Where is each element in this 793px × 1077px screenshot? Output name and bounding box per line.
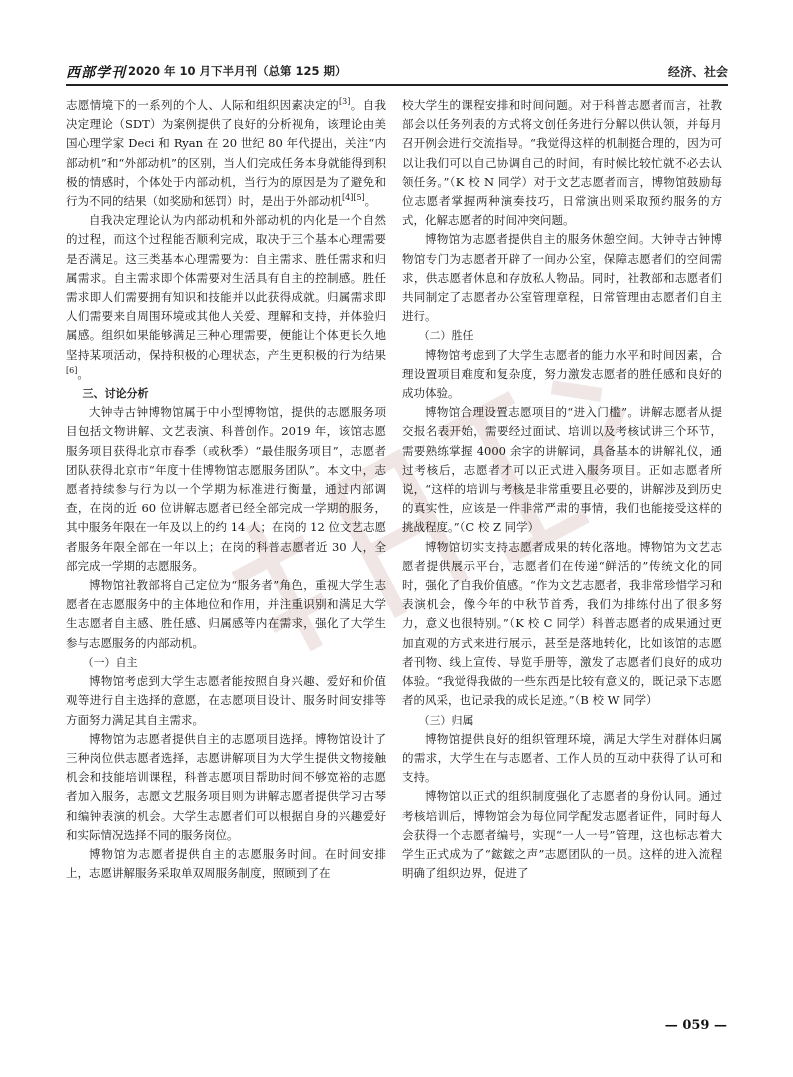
- paragraph-text: 。: [77, 366, 89, 381]
- paragraph-text: 自我决定理论认为内部动机和外部动机的内化是一个自然的过程，而这个过程能否顺利完成，取决于三个基本心理需要是否满足。这三类基本心理需要为：自主需求、胜任需求和归属需求。自主需求即个体需要对生活具有自主的控制感。胜任需求即人们需要拥有知识和技能并以此获得成就。归属需求即人们需要来自周围环境或其他人关爱、理解和支持，并体验归属感。组织如果能够满足三种心理需要，便能让个体更长久地坚持某项活动，保持积极的心理状态，产生更积极的行为结果: [66, 213, 386, 362]
- body-paragraph: [402, 538, 722, 711]
- paragraph-text: 三、讨论分析: [82, 387, 149, 401]
- body-paragraph: [402, 346, 722, 404]
- page-number: — 059 —: [664, 1018, 727, 1033]
- journal-masthead: 西部学刊: [66, 65, 126, 81]
- body-paragraph: [402, 730, 722, 788]
- paragraph-text: 博物馆考虑到了大学生志愿者的能力水平和时间因素，合理设置项目难度和复杂度，努力激发志愿者的胜任感和良好的成功体验。: [402, 347, 722, 401]
- paragraph-text: 博物馆提供良好的组织管理环境，满足大学生对群体归属的需求，大学生在与志愿者、工作人员的互动中获得了认可和支持。: [402, 731, 722, 785]
- paragraph-text: （三）归属: [418, 713, 474, 727]
- paragraph-text: 博物馆切实支持志愿者成果的转化落地。博物馆为文艺志愿者提供展示平台，志愿者们在传递“鲜活的”传统文化的同时，强化了自我价值感。“作为文艺志愿者，我非常珍惜学习和表演机会，像今年的中秋节首秀，我们为排练付出了很多努力，意义也很特别。”（K 校 C 同学）科普志愿者的成果通过更加直观的方式来进行展示，甚至是落地转化，比如该馆的志愿者刊物、线上宣传、导览手册等，激发了志愿者们良好的成功体验。“我觉得我做的一些东西是比较有意义的，既记录下志愿者的风采，也记录我的成长足迹。”（B 校 W 同学）: [402, 539, 722, 708]
- paragraph-text: 。自我决定理论（SDT）为案例提供了良好的分析视角，该理论由美国心理学家 Deci 和 Ryan 在 20 世纪 80 年代提出，关注“内部动机”和“外部动机”的区别，当人们完成任务本身就能得到积极的情感时，个体处于内部动机，当行为的原因是为了避免和行为不同的结果（如奖励和惩罚）时，是出于外部动机: [66, 98, 386, 209]
- paragraph-text: 志愿情境下的一系列的个人、人际和组织因素决定的: [66, 98, 340, 112]
- paragraph-text: 博物馆为志愿者提供自主的志愿项目选择。博物馆设计了三种岗位供志愿者选择，志愿讲解项目为大学生提供文物接触机会和技能培训课程，科普志愿项目帮助时间不够宽裕的志愿者加入服务，志愿文艺服务项目则为讲解志愿者提供学习古琴和编钟表演的机会。大学生志愿者们可以根据自身的兴趣爱好和实际情况选择不同的服务岗位。: [66, 731, 386, 842]
- body-paragraph: [66, 96, 386, 211]
- section-heading: [402, 326, 722, 345]
- body-paragraph: [66, 730, 386, 845]
- issue-info: 2020 年 10 月下半月刊（总第 125 期）: [128, 64, 347, 78]
- paragraph-text: 大钟寺古钟博物馆属于中小型博物馆，提供的志愿服务项目包括文物讲解、文艺表演、科普创作。2019 年，该馆志愿服务项目获得北京市春季（或秋季）“最佳服务项目”，志愿者团队获得北京市“年度十佳博物馆志愿服务团队”。本文中，志愿者持续参与行为以一个学期为标准进行衡量，通过内部调查，在岗的近 60 位讲解志愿者已经全部完成一学期的服务，其中服务年限在一年及以上的约 14 人；在岗的 12 位文艺志愿者服务年限全部在一年以上；在岗的科普志愿者近 30 人，全部完成一学期的志愿服务。: [66, 405, 386, 573]
- body-paragraph: [66, 672, 386, 730]
- body-paragraph: [402, 787, 722, 883]
- reference-mark: [6]: [66, 366, 78, 376]
- body-paragraph: [402, 230, 722, 326]
- body-paragraph: [66, 576, 386, 653]
- reference-mark: [3]: [339, 97, 351, 107]
- right-column: [402, 96, 722, 1016]
- paragraph-text: 校大学生的课程安排和时间问题。对于科普志愿者而言，社教部会以任务列表的方式将文创任务进行分解以供认领，并每月召开例会进行交流指导。“我觉得这样的机制挺合理的，因为可以让我们可以自己协调自己的时间，有时候比较忙就不必去认领任务。”（K 校 N 同学）对于文艺志愿者而言，博物馆鼓励每位志愿者掌握两种演奏技巧，日常演出则采取预约服务的方式，化解志愿者的时间冲突问题。: [402, 98, 722, 228]
- body-paragraph: [66, 845, 386, 883]
- body-paragraph: [402, 96, 722, 230]
- paragraph-text: 博物馆社教部将自己定位为“服务者”角色，重视大学生志愿者在志愿服务中的主体地位和作用，并注重识别和满足大学生志愿者自主感、胜任感、归属感等内在需求，强化了大学生参与志愿服务的内部动机。: [66, 578, 386, 650]
- section-heading: [402, 711, 722, 730]
- page-header: [66, 60, 728, 86]
- paragraph-text: （一）自主: [82, 655, 138, 669]
- body-paragraph: [66, 403, 386, 576]
- paragraph-text: 。: [364, 194, 377, 209]
- paragraph-text: （二）胜任: [418, 329, 474, 343]
- paragraph-text: 博物馆合理设置志愿项目的“进入门槛”。讲解志愿者从提交报名表开始，需要经过面试、培训以及考核试讲三个环节，需要熟练掌握 4000 余字的讲解词，具备基本的讲解礼仪，通过考核后，志愿者才可以正式进入服务项目。正如志愿者所说，“这样的培训与考核是非常重要且必要的，讲解涉及到历史的真实性，应该是一件非常严肃的事情，我们也能接受这样的挑战程度。”（C 校 Z 同学）: [402, 405, 722, 535]
- paragraph-text: 博物馆为志愿者提供自主的服务休憩空间。大钟寺古钟博物馆专门为志愿者开辟了一间办公室，保障志愿者们的空间需求，供志愿者休息和存放私人物品。同时，社教部和志愿者们共同制定了志愿者办公室管理章程，日常管理由志愿者们自主进行。: [402, 232, 722, 324]
- paragraph-text: 博物馆考虑到大学生志愿者能按照自身兴趣、爱好和价值观等进行自主选择的意愿，在志愿项目设计、服务时间安排等方面努力满足其自主需求。: [66, 674, 386, 727]
- section-title: 经济、社会: [667, 65, 728, 79]
- reference-mark: [4][5]: [342, 193, 365, 203]
- body-paragraph: [66, 211, 386, 384]
- section-heading: [66, 653, 386, 672]
- left-column: [66, 96, 386, 1016]
- section-heading: [66, 384, 386, 403]
- paragraph-text: 博物馆以正式的组织制度强化了志愿者的身份认同。通过考核培训后，博物馆会为每位同学配发志愿者证件，同时每人会获得一个志愿者编号，实现“一人一号”管理，这也标志着大学生正式成为了“鋐鋐之声”志愿团队的一员。这样的进入流程明确了组织边界，促进了: [402, 789, 722, 881]
- body-paragraph: [402, 403, 722, 537]
- paragraph-text: 博物馆为志愿者提供自主的志愿服务时间。在时间安排上，志愿讲解服务采取单双周服务制度，照顾到了在: [66, 846, 386, 881]
